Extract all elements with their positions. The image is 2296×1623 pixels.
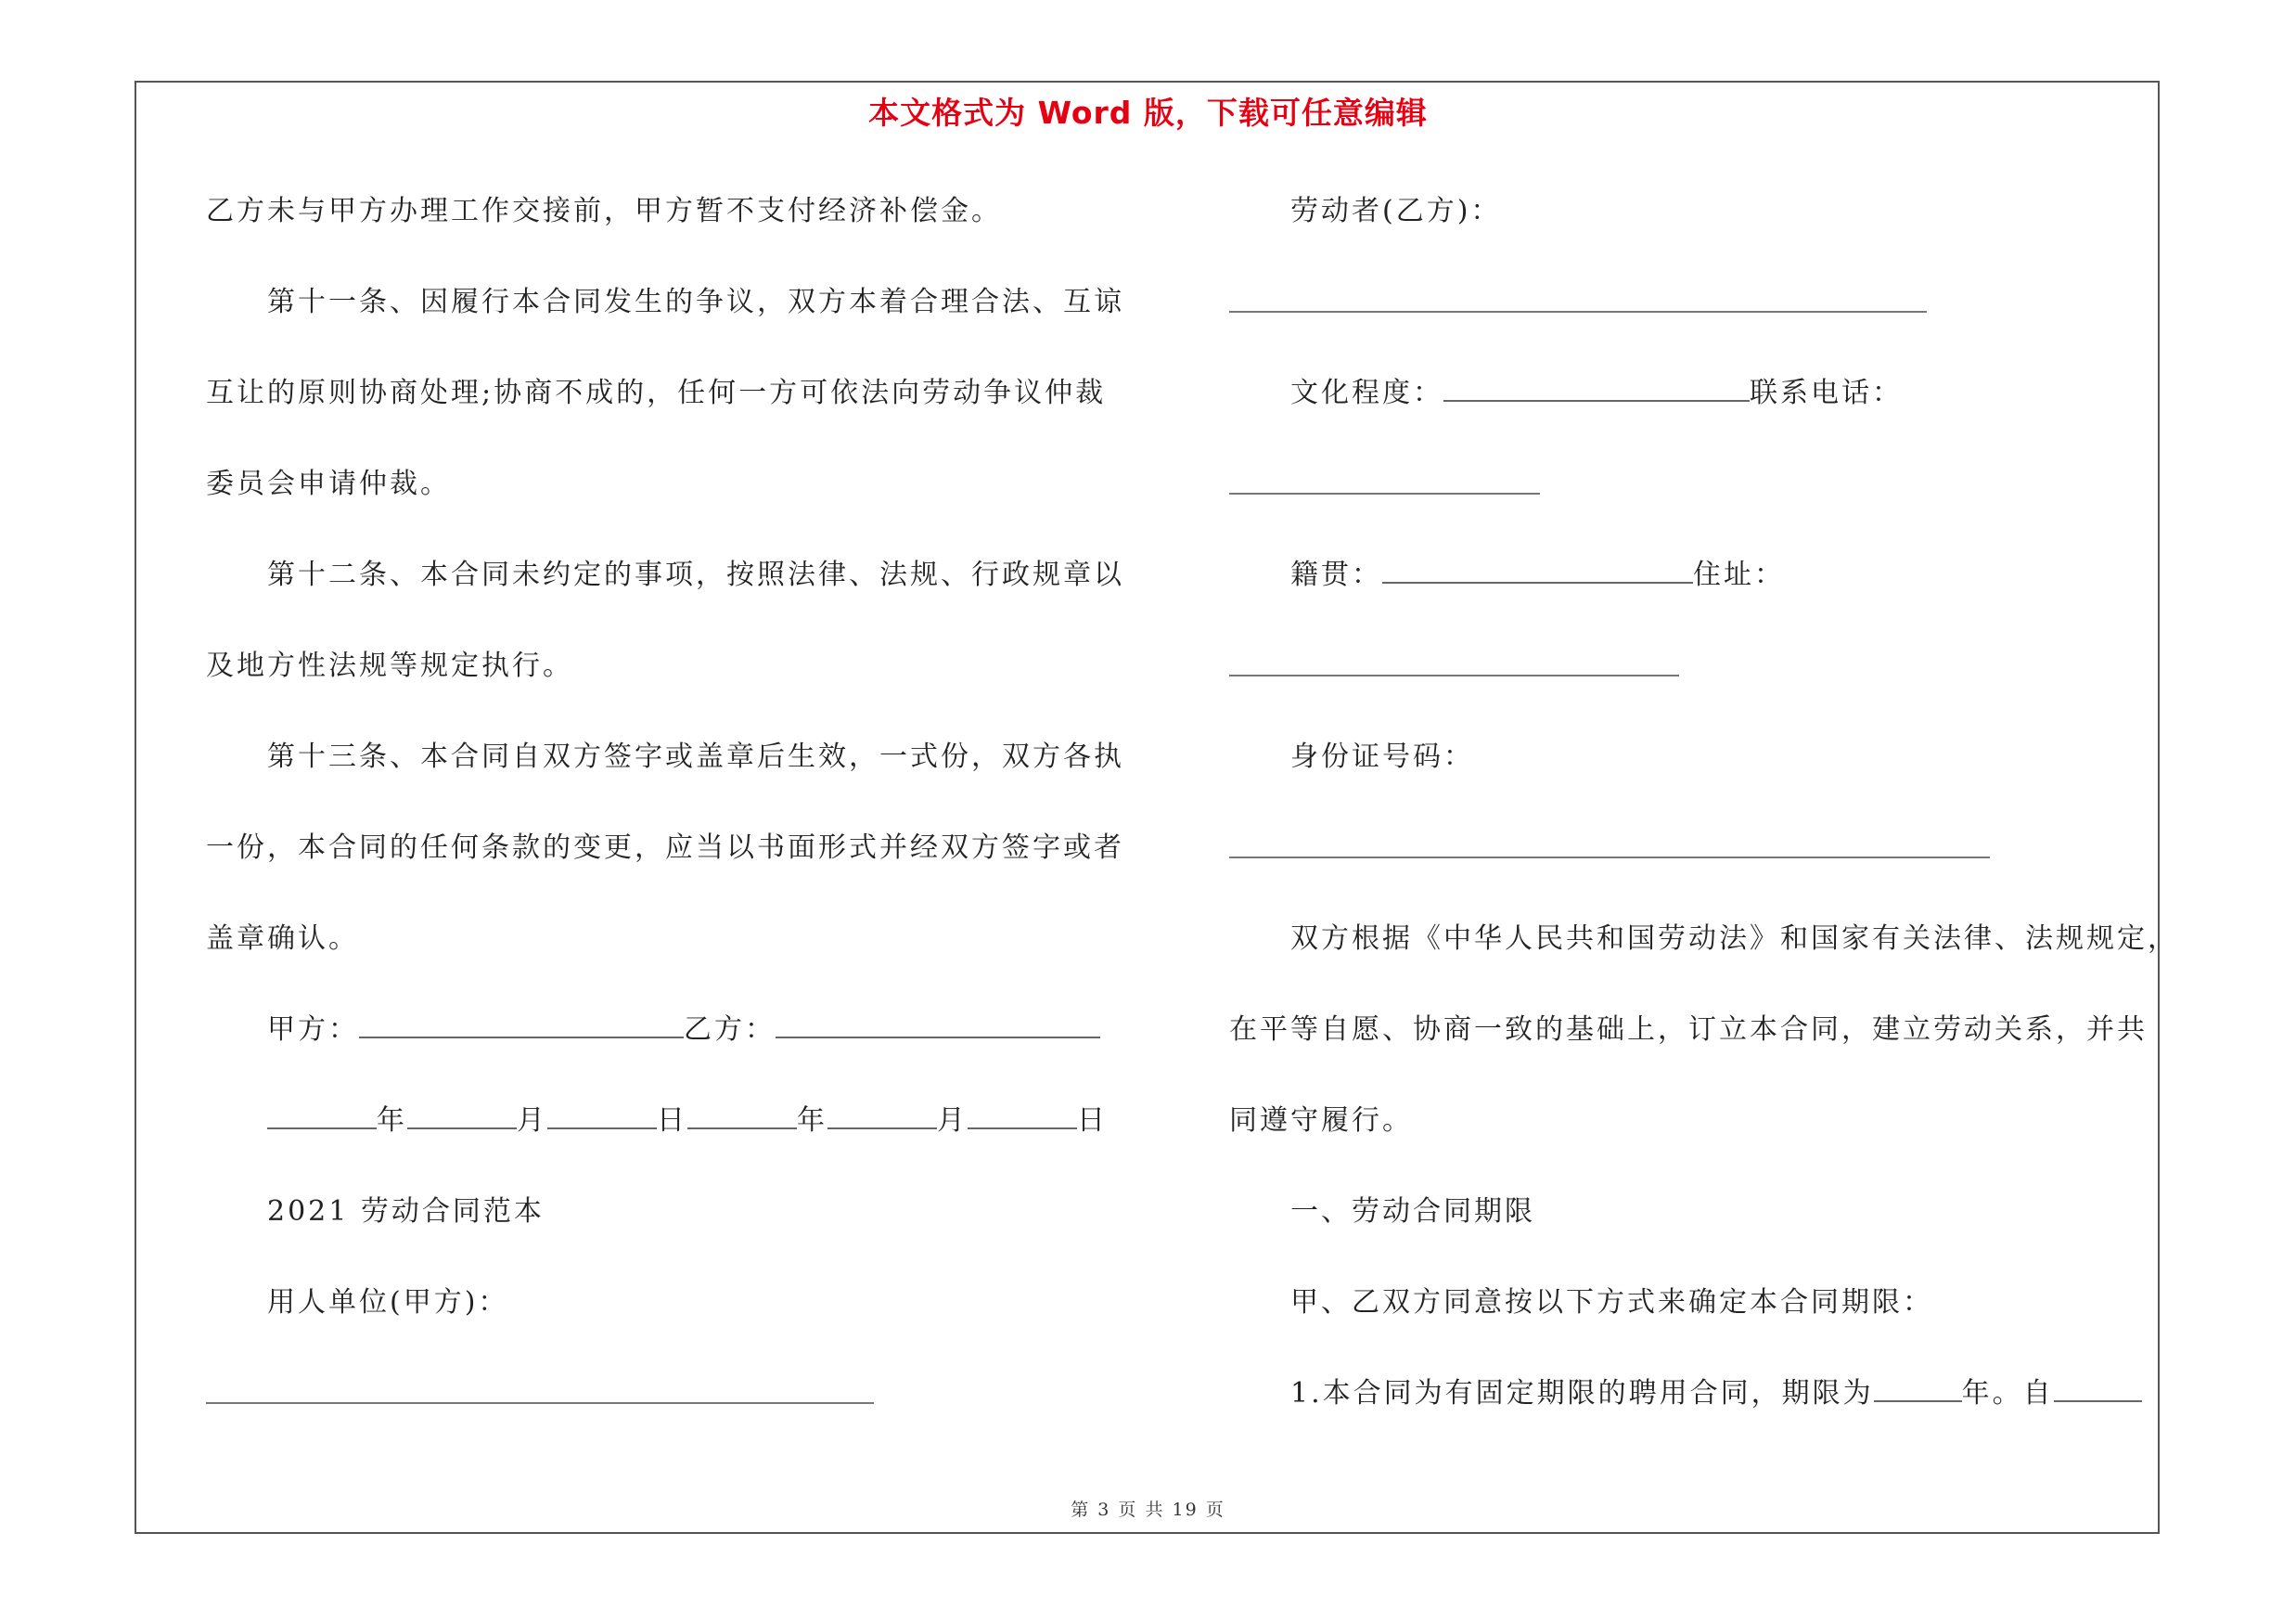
article-12-line-2: 及地方性法规等规定执行。 — [206, 650, 573, 682]
preamble-line-3: 同遵守履行。 — [1229, 1104, 1413, 1137]
term-text: 1.本合同为有固定期限的聘用合同，期限为 — [1290, 1377, 1874, 1410]
right-column — [1229, 181, 2178, 1454]
education-field[interactable] — [1443, 363, 1750, 402]
term-line — [1229, 1363, 2157, 1454]
address-field[interactable] — [1229, 675, 1679, 676]
article-12-line-1: 第十二条、本合同未约定的事项，按照法律、法规、行政规章以 — [267, 559, 1124, 591]
preamble-line-1: 双方根据《中华人民共和国劳动法》和国家有关法律、法规规定， — [1290, 922, 2178, 955]
address-field-line — [1229, 636, 2157, 727]
month-b-field[interactable] — [827, 1090, 937, 1129]
employer-field-line — [206, 1363, 1134, 1454]
term-years-field[interactable] — [1874, 1363, 1962, 1402]
month-label: 月 — [937, 1104, 968, 1137]
education-phone-line — [1229, 363, 2157, 454]
id-number-field-line — [1229, 818, 2157, 908]
worker-field[interactable] — [1229, 311, 1927, 313]
article-11-line-3: 委员会申请仲裁。 — [206, 468, 451, 500]
party-a-signature-field[interactable] — [359, 999, 684, 1038]
month-a-field[interactable] — [407, 1090, 517, 1129]
article-11-line-1: 第十一条、因履行本合同发生的争议，双方本着合理合法、互谅 — [267, 286, 1124, 318]
origin-label: 籍贯： — [1290, 559, 1382, 591]
article-13-line-2: 一份，本合同的任何条款的变更，应当以书面形式并经双方签字或者 — [206, 831, 1124, 864]
article-13-line-3: 盖章确认。 — [206, 922, 359, 955]
section-1-heading: 一、劳动合同期限 — [1290, 1195, 1535, 1228]
contract-title: 2021 劳动合同范本 — [267, 1195, 545, 1228]
day-label: 日 — [1077, 1104, 1108, 1137]
id-number-field[interactable] — [1229, 857, 1990, 858]
term-text-suffix: 年。自 — [1961, 1377, 2054, 1410]
year-b-field[interactable] — [687, 1090, 797, 1129]
year-a-field[interactable] — [267, 1090, 377, 1129]
address-label: 住址： — [1693, 559, 1785, 591]
phone-label: 联系电话： — [1750, 377, 1903, 409]
worker-label: 劳动者(乙方)： — [1290, 195, 1502, 227]
education-label: 文化程度： — [1290, 377, 1443, 409]
origin-field[interactable] — [1382, 545, 1693, 584]
left-column — [206, 181, 1134, 1454]
phone-field-line — [1229, 454, 2157, 545]
day-a-field[interactable] — [547, 1090, 657, 1129]
preamble-line-2: 在平等自愿、协商一致的基础上，订立本合同，建立劳动关系，并共 — [1229, 1013, 2148, 1046]
employer-field[interactable] — [206, 1402, 874, 1404]
date-line — [206, 1090, 1134, 1181]
year-label: 年 — [797, 1104, 827, 1137]
day-b-field[interactable] — [968, 1090, 1077, 1129]
signature-line — [206, 999, 1134, 1090]
month-label: 月 — [517, 1104, 547, 1137]
id-number-label: 身份证号码： — [1290, 741, 1474, 773]
worker-field-line — [1229, 272, 2157, 363]
section-1-intro: 甲、乙双方同意按以下方式来确定本合同期限： — [1290, 1286, 1933, 1319]
paragraph-line: 乙方未与甲方办理工作交接前，甲方暂不支付经济补偿金。 — [206, 195, 1002, 227]
employer-label: 用人单位(甲方)： — [267, 1286, 509, 1319]
format-notice-banner: 本文格式为 Word 版，下载可任意编辑 — [868, 95, 1428, 131]
day-label: 日 — [657, 1104, 687, 1137]
party-a-label: 甲方： — [267, 1013, 359, 1046]
party-b-label: 乙方： — [684, 1013, 776, 1046]
phone-field[interactable] — [1229, 493, 1540, 495]
article-13-line-1: 第十三条、本合同自双方签字或盖章后生效，一式份，双方各执 — [267, 741, 1124, 773]
party-b-signature-field[interactable] — [776, 999, 1100, 1038]
page-number-footer: 第 3 页 共 19 页 — [1071, 1500, 1225, 1520]
article-11-line-2: 互让的原则协商处理;协商不成的，任何一方可依法向劳动争议仲裁 — [206, 377, 1107, 409]
origin-address-line — [1229, 545, 2157, 636]
year-label: 年 — [377, 1104, 407, 1137]
term-start-field[interactable] — [2054, 1363, 2142, 1402]
